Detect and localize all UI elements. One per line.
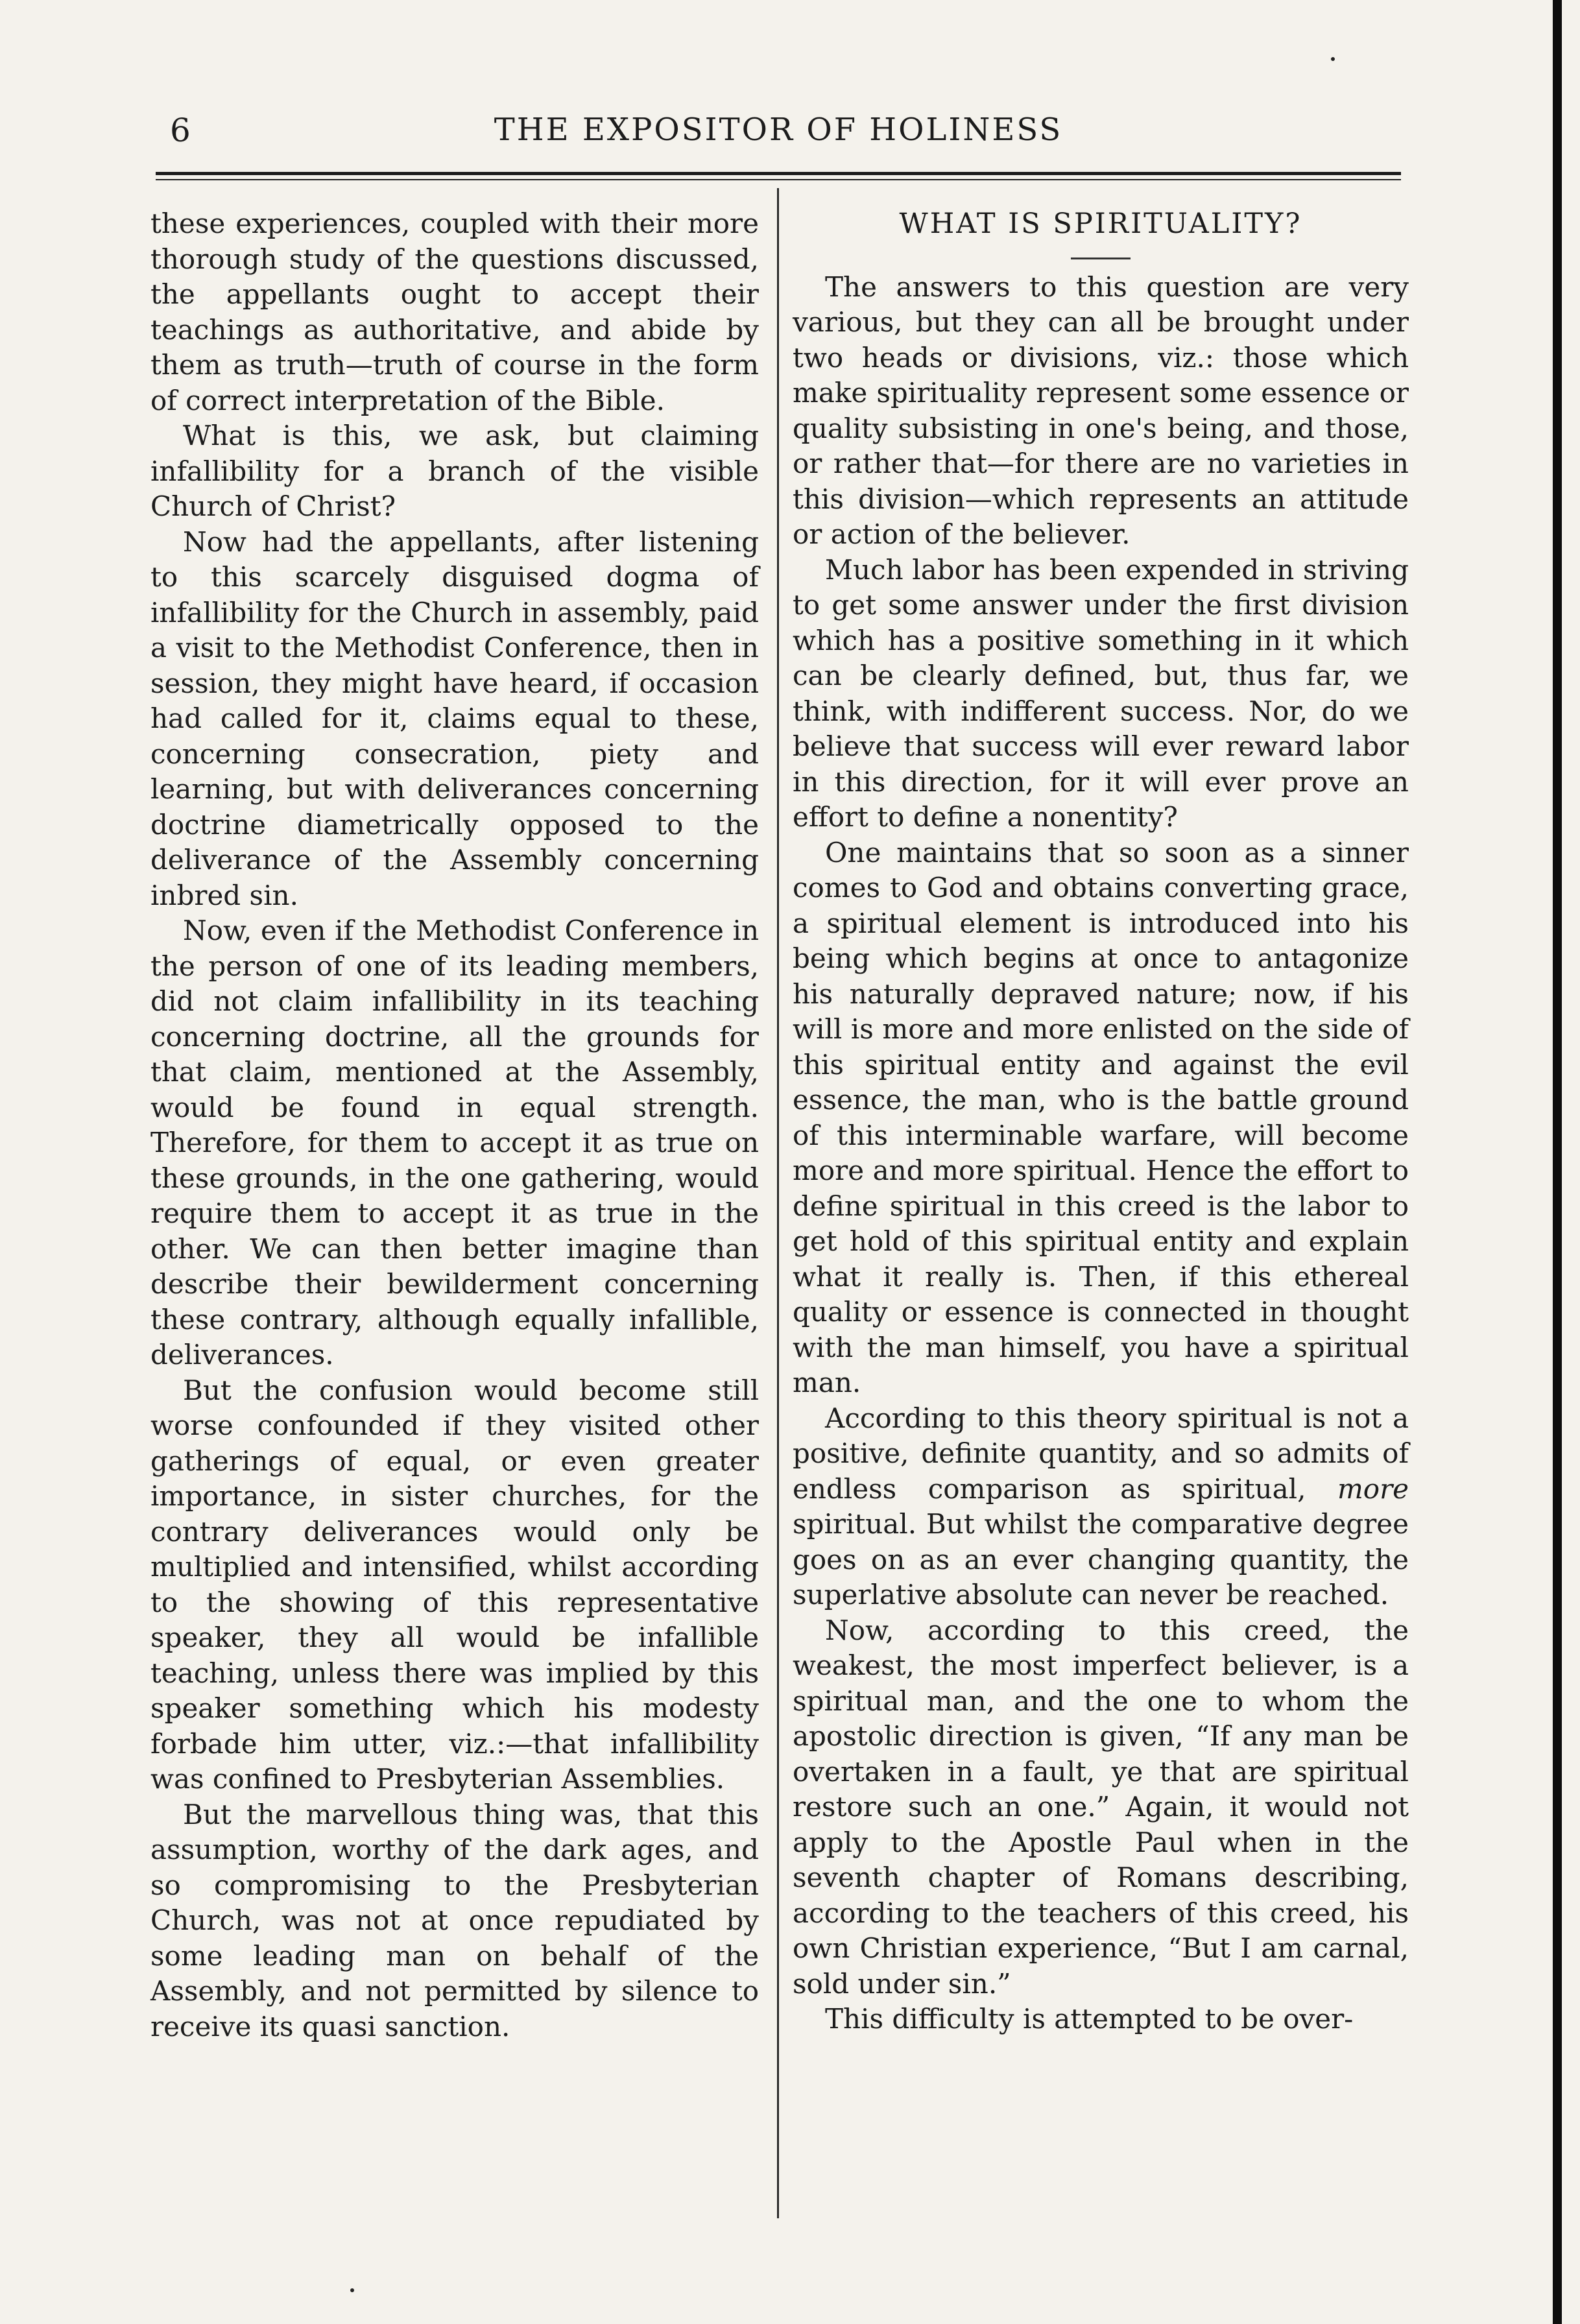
print-speck — [1331, 57, 1335, 61]
right-column — [793, 206, 1409, 2037]
print-speck — [350, 2288, 354, 2292]
paragraph: According to this theory spiritual is not a positive, definite quantity, and so admits of endless comparison as spiritual, more spiritual. But whilst the comparative degree goes on as an ever changing quantity, the superlative absolute can never be reached. — [793, 1402, 1409, 1611]
title-dash — [1071, 258, 1131, 259]
page-number: 6 — [170, 112, 191, 149]
running-header — [156, 112, 1401, 170]
header-rule-thin — [156, 179, 1401, 180]
section-title: WHAT IS SPIRITUALITY? — [899, 208, 1302, 240]
paragraph: But the confusion would become still worse confounded if they visited other gatherings of equal, or even greater importance, in sister churches, for the contrary deliverances would only be multiplied and intensified, whilst according to the showing of this representative speaker, they all would be infallible teaching, unless there was implied by this speaker something which his modesty forbade him utter, viz.:—that infallibility was confined to Presbyterian Assemblies. — [150, 1374, 759, 1795]
emphasis: more — [1337, 1472, 1409, 1505]
page-edge-rule — [1553, 0, 1562, 2324]
paragraph: Now had the appellants, after listening to this scarcely disguised dogma of infallibility for the Church in assembly, paid a visit to the Methodist Conference, then in session, they might have heard, if occasion had called for it, claims equal to these, concerning consecration, piety and learning, but with deliverances concerning doctrine diametrically opposed to the deliverance of the Assembly concerning inbred sin. — [150, 525, 759, 911]
running-title: THE EXPOSITOR OF HOLINESS — [494, 112, 1063, 148]
paragraph: Much labor has been expended in striving to get some answer under the first division which has a positive something in it which can be clearly defined, but, thus far, we think, with indifferent success. Nor, do we believe that success will ever reward labor in this direction, for it will ever prove an effort to define a nonentity? — [793, 553, 1409, 833]
header-rule — [156, 172, 1401, 175]
paragraph: Now, according to this creed, the weakest, the most imperfect believer, is a spiritual man, and the one to whom the apostolic direction is given, “If any man be overtaken in a fault, ye that are spiritual restore such an one.” Again, it would not apply to the Apostle Paul when in the seventh chapter of Romans describing, according to the teachers of this creed, his own Christian experience, “But I am carnal, sold under sin.” — [793, 1614, 1409, 2000]
paragraph: these experiences, coupled with their more thorough study of the questions discussed, the appellants ought to accept their teachings as authoritative, and abide by them as truth—truth of course in the form of correct interpretation of the Bible. — [150, 208, 759, 416]
left-column — [150, 206, 759, 2044]
paragraph: One maintains that so soon as a sinner comes to God and obtains converting grace, a spiritual element is introduced into his being which begins at once to antagonize his naturally depraved nature; now, if his will is more and more enlisted on the side of this spiritual entity and against the evil essence, the man, who is the battle ground of this interminable warfare, will become more and more spiritual. Hence the effort to define spiritual in this creed is the labor to get hold of this spiritual entity and explain what it really is. Then, if this ethereal quality or essence is connected in thought with the man himself, you have a spiritual man. — [793, 836, 1409, 1398]
column-divider — [777, 188, 779, 2218]
paragraph: Now, even if the Methodist Conference in the person of one of its leading members, did not claim infallibility in its teaching concerning doctrine, all the grounds for that claim, mentioned at the Assembly, would be found in equal strength. Therefore, for them to accept it as true on these grounds, in the one gathering, would require them to accept it as true in the other. We can then better imagine than describe their bewilderment concerning these contrary, although equally infallible, deliverances. — [150, 915, 759, 1371]
paragraph: What is this, we ask, but claiming infallibility for a branch of the visible Church of Christ? — [150, 420, 759, 522]
paragraph: This difficulty is attempted to be over- — [825, 2003, 1354, 2035]
paragraph: The answers to this question are very various, but they can all be brought under two heads or divisions, viz.: those which make spirituality represent some essence or quality subsisting in one's being, and those, or rather that—for there are no varieties in this division—which represents an attitude or action of the believer. — [793, 270, 1409, 550]
paragraph: But the marvellous thing was, that this assumption, worthy of the dark ages, and so compromising to the Presbyterian Church, was not at once repudiated by some leading man on behalf of the Assembly, and not permitted by silence to receive its quasi sanction. — [150, 1798, 759, 2042]
